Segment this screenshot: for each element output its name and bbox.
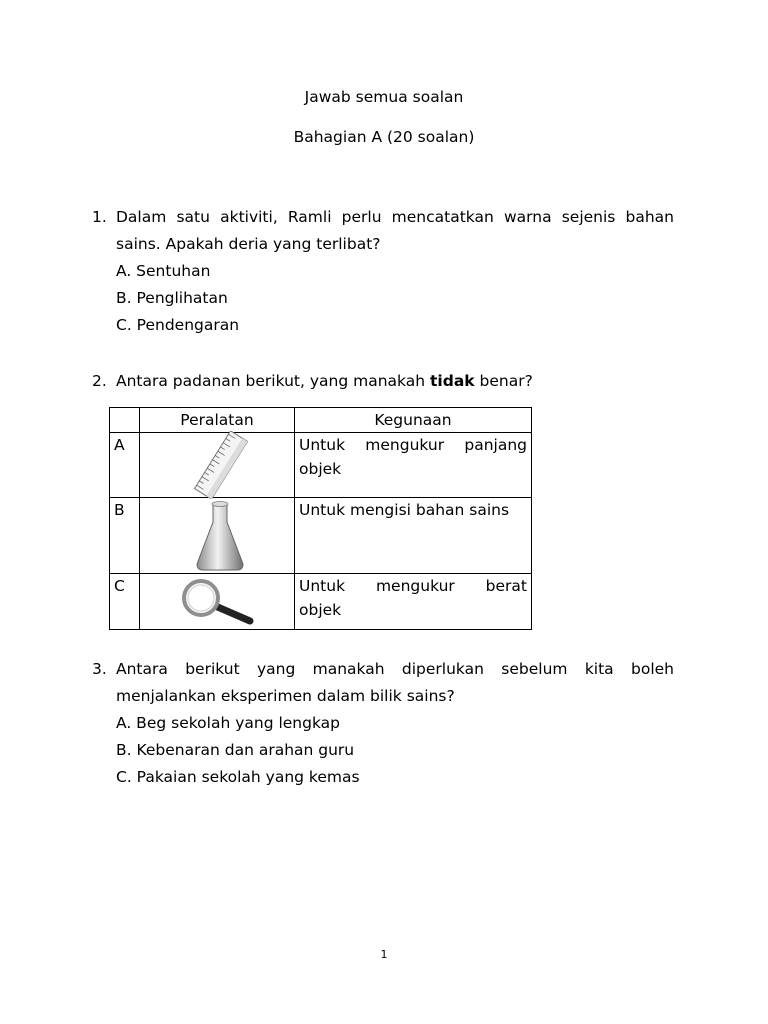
matching-table (109, 407, 532, 630)
option-a: A. Beg sekolah yang lengkap (116, 714, 341, 732)
question-2 (92, 368, 674, 395)
row-label: B (110, 498, 140, 574)
option-c: C. Pendengaran (116, 316, 240, 334)
option-b: B. Penglihatan (116, 289, 228, 307)
question-number: 2. (92, 372, 107, 390)
question-text-end: benar? (474, 372, 533, 390)
section-heading: Bahagian A (20 soalan) (293, 128, 475, 146)
use-cell (295, 433, 532, 498)
question-emphasis: tidak (430, 372, 475, 390)
header-label-cell (110, 408, 140, 433)
row-label: A (110, 433, 140, 498)
header-tool: Peralatan (140, 408, 295, 433)
page-number: 1 (380, 948, 388, 961)
question-text (116, 368, 674, 395)
conical-flask-icon (194, 500, 246, 572)
question-text-line: menjalankan eksperimen dalam bilik sains? (116, 687, 455, 705)
question-text-line: Dalam satu aktiviti, Ramli perlu mencatatkan warna sejenis bahan (116, 208, 674, 226)
tool-cell (140, 433, 295, 498)
row-label: C (110, 574, 140, 630)
option-a: A. Sentuhan (116, 262, 211, 280)
question-number: 3. (92, 660, 107, 678)
question-text-start: Antara padanan berikut, yang manakah (116, 372, 430, 390)
tool-cell (140, 574, 295, 630)
tool-cell (140, 498, 295, 574)
use-text-line: objek (299, 460, 342, 478)
header-use: Kegunaan (295, 408, 532, 433)
use-text-line: Untuk mengukur panjang (299, 436, 527, 454)
use-text-line: Untuk mengisi bahan sains (299, 501, 510, 519)
use-cell (295, 574, 532, 630)
table-row (110, 433, 532, 498)
ruler-icon (186, 431, 256, 499)
use-text-line: Untuk mengukur berat (299, 577, 527, 595)
option-b: B. Kebenaran dan arahan guru (116, 741, 355, 759)
question-text-line: Antara berikut yang manakah diperlukan sebelum kita boleh (116, 660, 674, 678)
table-row (110, 498, 532, 574)
question-text-line: sains. Apakah deria yang terlibat? (116, 235, 381, 253)
use-text-line: objek (299, 601, 342, 619)
table-header-row (110, 408, 532, 433)
instruction-heading: Jawab semua soalan (304, 88, 464, 106)
question-1 (92, 204, 674, 339)
question-3 (92, 656, 674, 791)
use-cell (295, 498, 532, 574)
magnifying-glass-icon (178, 577, 258, 627)
option-c: C. Pakaian sekolah yang kemas (116, 768, 360, 786)
question-number: 1. (92, 208, 107, 226)
table-row (110, 574, 532, 630)
